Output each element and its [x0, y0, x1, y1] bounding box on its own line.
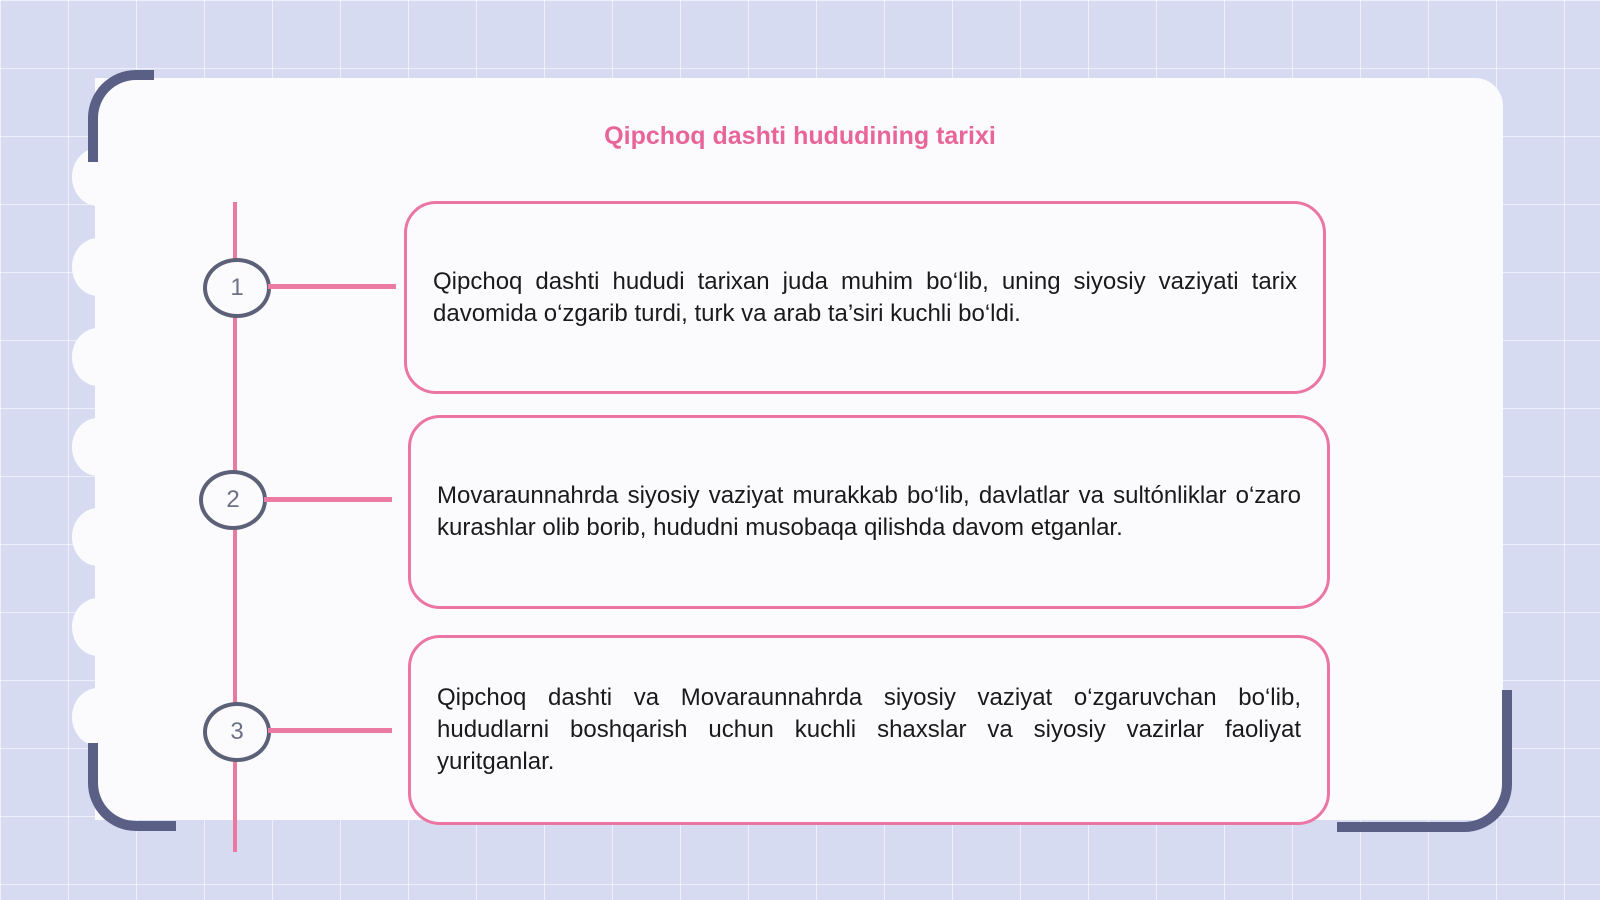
step-number-2: 2 — [199, 470, 267, 530]
step-connector-2 — [264, 497, 392, 502]
corner-bracket-bottom-right — [1337, 690, 1512, 832]
step-number-3: 3 — [203, 702, 271, 762]
step-number-1: 1 — [203, 258, 271, 318]
paper-scallop — [72, 598, 124, 656]
slide-title: Qipchoq dashti hududining tarixi — [604, 122, 996, 150]
step-card-3 — [408, 635, 1330, 825]
paper-scallop — [72, 508, 124, 566]
step-connector-3 — [268, 728, 392, 733]
step-card-1 — [404, 201, 1326, 394]
paper-scallop — [72, 688, 124, 746]
step-text-3: Qipchoq dashti va Movaraunnahrda siyosiy vaziyat o‘zgaruvchan bo‘lib, hududlarni boshqarish uchun kuchli shaxslar va siyosiy vazirlar faoliyat yuritganlar. — [437, 684, 1301, 775]
step-card-2 — [408, 415, 1330, 609]
paper-scallop — [72, 328, 124, 386]
paper-scallop — [72, 238, 124, 296]
step-text-2: Movaraunnahrda siyosiy vaziyat murakkab bo‘lib, davlatlar va sultónliklar o‘zaro kurashlar olib borib, hududni musobaqa qilishda davom etganlar. — [437, 482, 1301, 541]
step-text-1: Qipchoq dashti hududi tarixan juda muhim bo‘lib, uning siyosiy vaziyati tarix davomida o‘zgarib turdi, turk va arab ta’siri kuchli bo‘ldi. — [433, 267, 1297, 327]
step-connector-1 — [268, 284, 396, 289]
paper-scallop — [72, 418, 124, 476]
